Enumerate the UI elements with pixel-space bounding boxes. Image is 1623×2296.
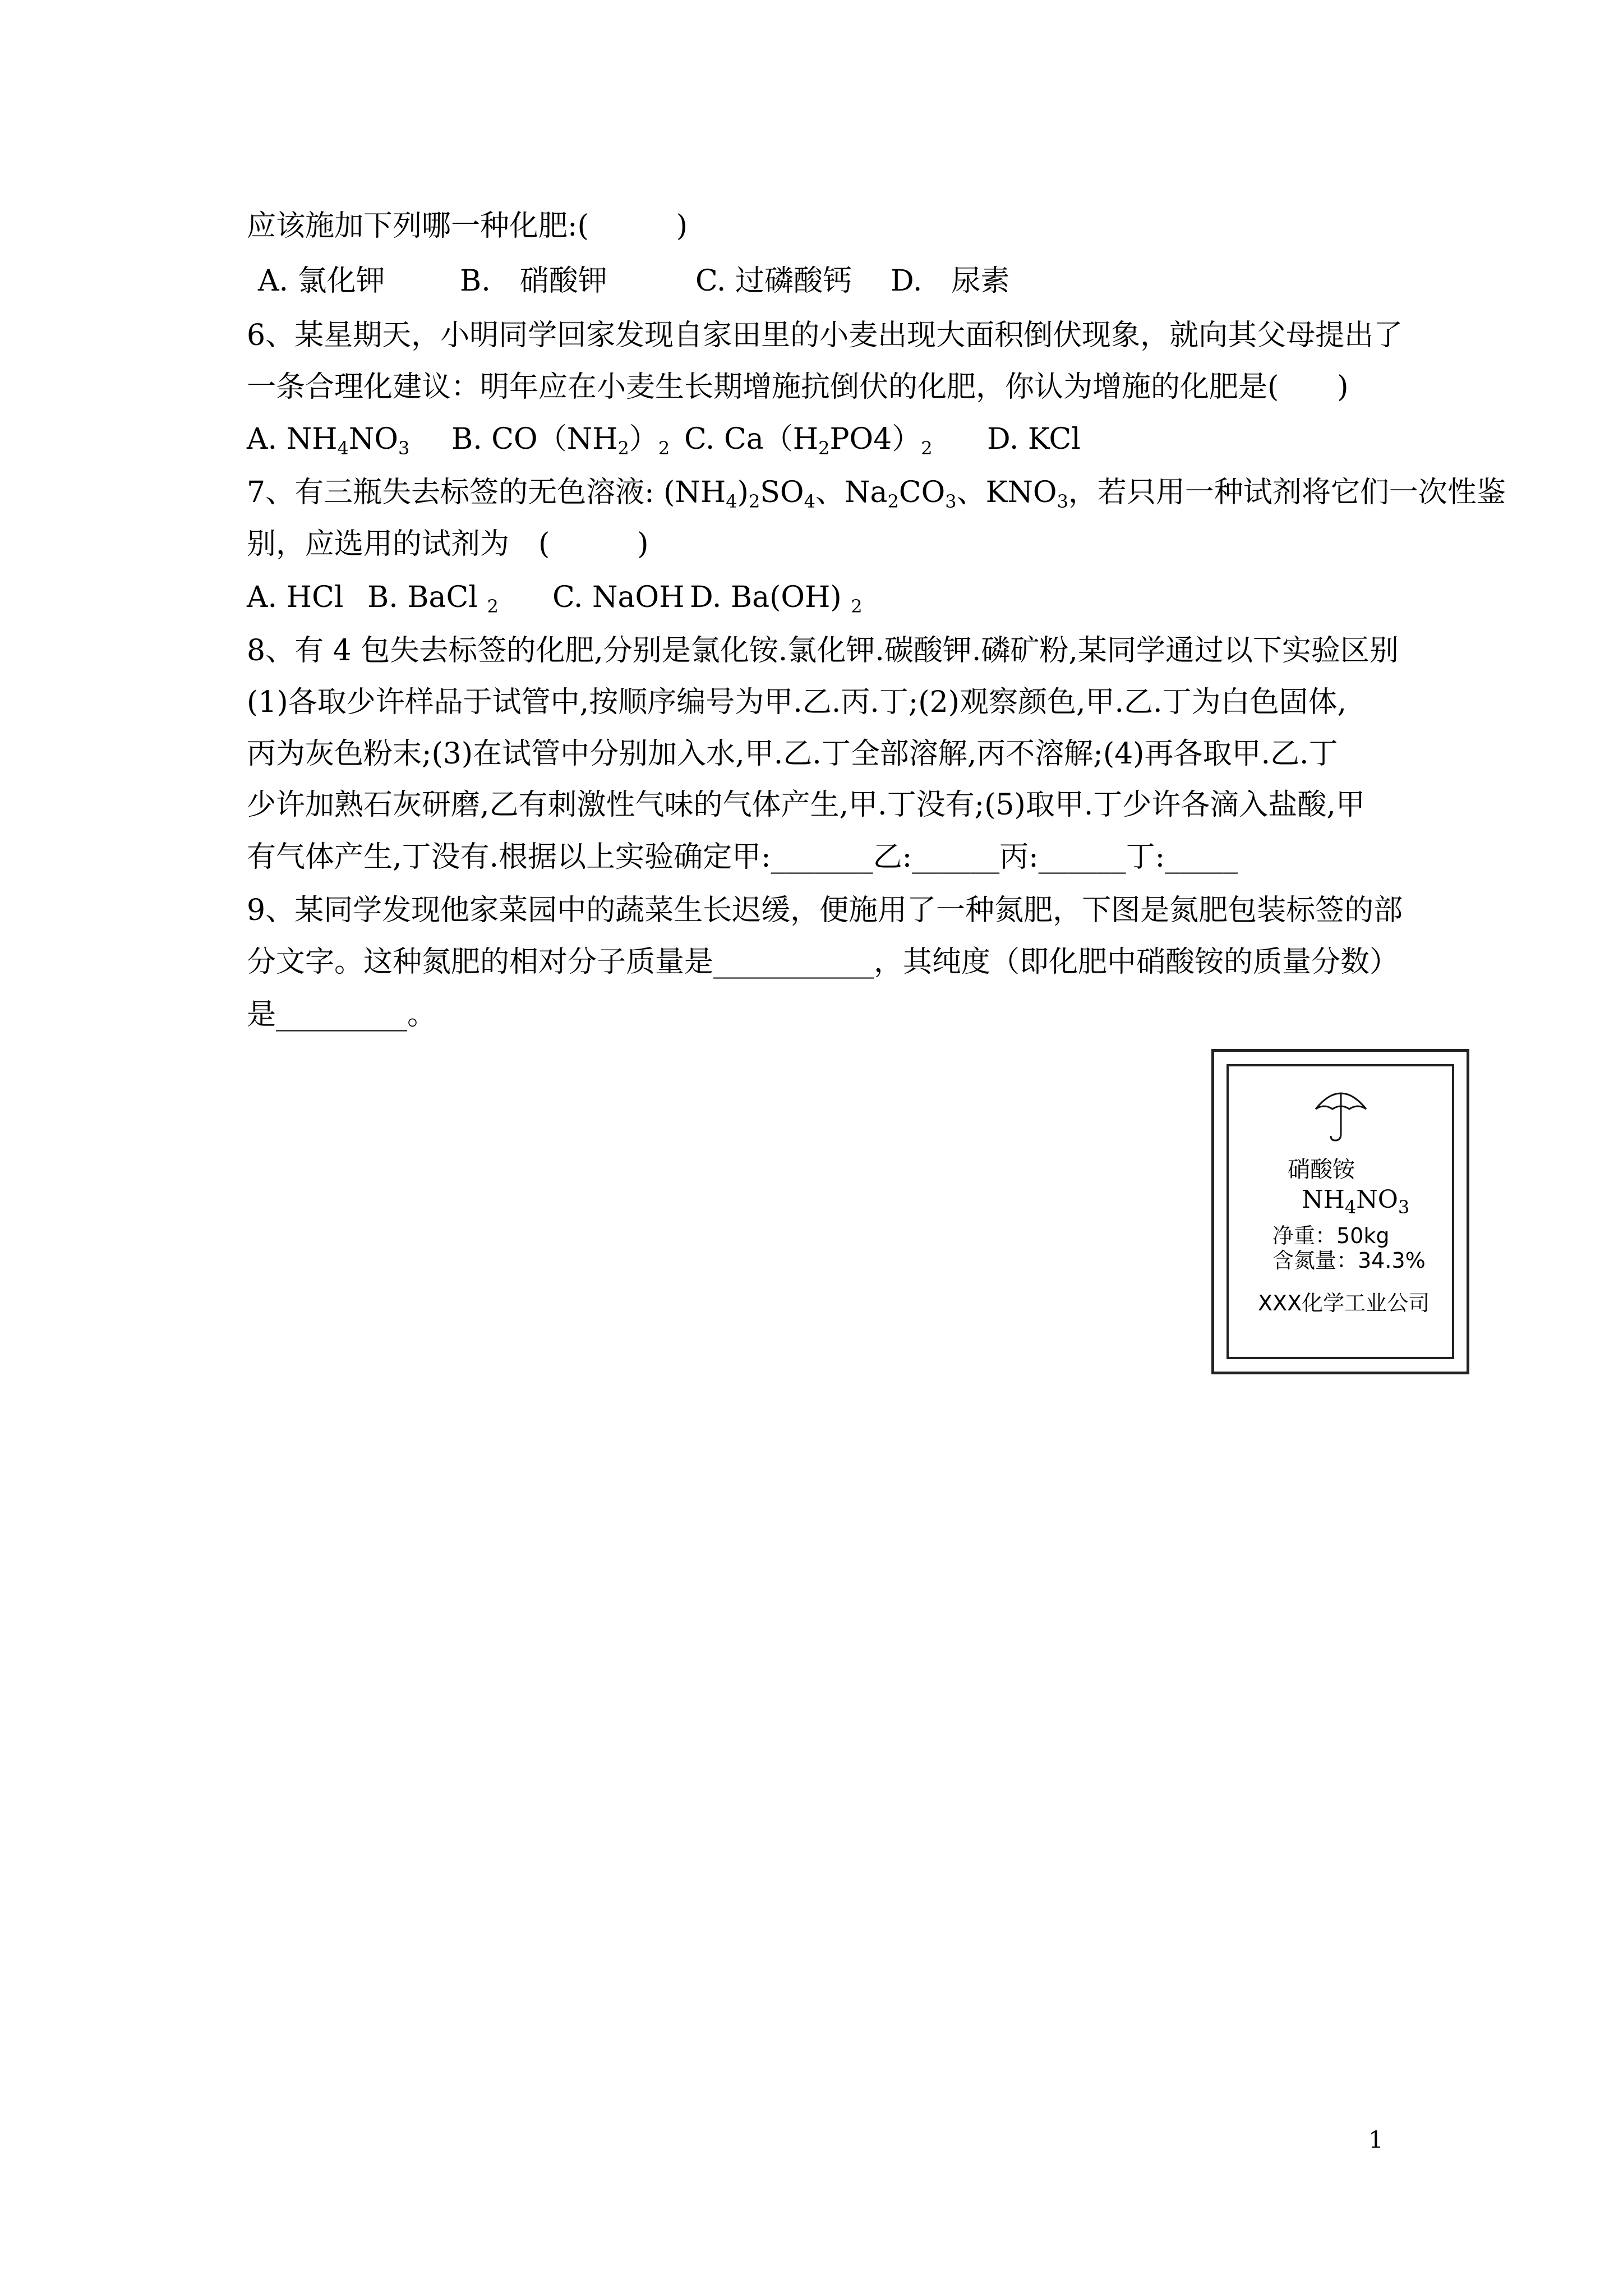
q5-option-b: B. 硝酸钾 xyxy=(460,264,607,298)
q7-stem-line1: 7、有三瓶失去标签的无色溶液: $(NH_4)_2SO_4$、$Na_2CO_3$、$KNO_3$，若只用一种试剂将它们一次性鉴 xyxy=(247,476,1506,512)
q7-option-b: B. BaCl $_2$ xyxy=(367,581,499,617)
q5-option-c: C. 过磷酸钙 xyxy=(695,264,852,298)
q8-line-1: 8、有 4 包失去标签的化肥,分别是氯化铵.氯化钾.碳酸钾.磷矿粉,某同学通过以下实验区别 xyxy=(247,634,1399,668)
q6-option-c: C. $Ca(H_2PO4)_2$ xyxy=(684,422,933,459)
q9-line-3: 是_________。 xyxy=(247,998,437,1032)
fertilizer-label xyxy=(1211,1049,1469,1374)
q6-stem-line1: 6、某星期天，小明同学回家发现自家田里的小麦出现大面积倒伏现象，就向其父母提出了 xyxy=(247,319,1403,352)
q8-line-2: (1)各取少许样品于试管中,按顺序编号为甲.乙.丙.丁;(2)观察颜色,甲.乙.丁为白色固体, xyxy=(247,685,1347,719)
q6-option-d: D. KCl xyxy=(987,422,1081,456)
umbrella-icon xyxy=(1313,1082,1369,1144)
q5-stem: 应该施加下列哪一种化肥:( ) xyxy=(247,209,688,243)
q5-option-d: D. 尿素 xyxy=(891,264,1010,298)
fertilizer-label-inner-frame xyxy=(1227,1064,1454,1359)
label-net-weight: 净重：50kg xyxy=(1272,1223,1390,1248)
q8-line-4: 少许加熟石灰研磨,乙有刺激性气味的气体产生,甲.丁没有;(5)取甲.丁少许各滴入盐酸,甲 xyxy=(247,788,1365,822)
q6-option-a: A. $NH_4NO_3$ xyxy=(247,422,410,459)
q7-stem-line2: 别，应选用的试剂为 ( ) xyxy=(247,527,649,561)
label-nitrogen-content: 含氮量：34.3% xyxy=(1272,1248,1426,1273)
q7-option-c: C. NaOH xyxy=(552,581,685,614)
q6-stem-line2: 一条合理化建议：明年应在小麦生长期增施抗倒伏的化肥，你认为增施的化肥是( ) xyxy=(247,370,1349,404)
q7-option-a: A. HCl xyxy=(247,581,344,614)
q6-option-b: B. $CO(NH_2)_2$ xyxy=(451,422,670,459)
q9-line-1: 9、某同学发现他家菜园中的蔬菜生长迟缓，便施用了一种氮肥，下图是氮肥包装标签的部 xyxy=(247,894,1403,927)
label-formula: $NH_4NO_3$ xyxy=(1302,1185,1410,1218)
q9-line-2: 分文字。这种氮肥的相对分子质量是___________，其纯度（即化肥中硝酸铵的质量分数） xyxy=(247,945,1399,979)
label-product-name: 硝酸铵 xyxy=(1288,1157,1355,1182)
q5-option-a: A. 氯化钾 xyxy=(258,264,385,298)
q7-option-d: D. Ba(OH) $_2$ xyxy=(690,581,863,617)
q8-line-5: 有气体产生,丁没有.根据以上实验确定甲:_______乙:______丙:______丁:_____ xyxy=(247,840,1238,874)
page-number: 1 xyxy=(1368,2126,1384,2154)
label-company: XXX化学工业公司 xyxy=(1258,1291,1430,1315)
q8-line-3: 丙为灰色粉末;(3)在试管中分别加入水,甲.乙.丁全部溶解,丙不溶解;(4)再各取甲.乙.丁 xyxy=(247,737,1338,771)
